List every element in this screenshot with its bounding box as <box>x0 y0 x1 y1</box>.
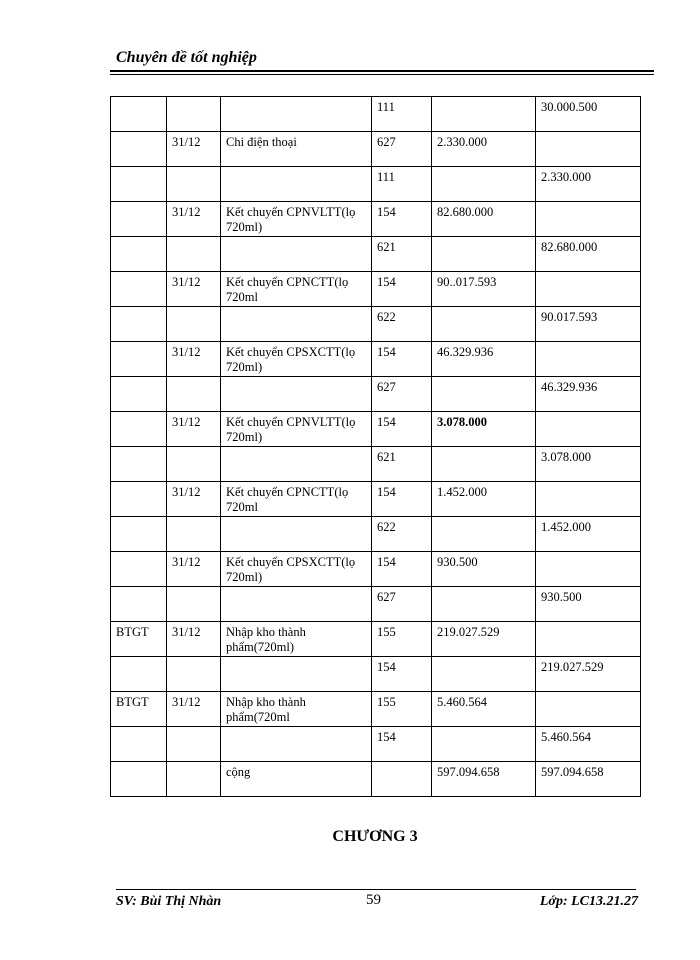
description-cell <box>221 447 372 482</box>
date-cell: 31/12 <box>167 132 221 167</box>
account-cell: 154 <box>372 482 432 517</box>
credit-cell: 82.680.000 <box>536 237 641 272</box>
date-cell <box>167 97 221 132</box>
footer-page-number: 59 <box>366 892 381 908</box>
credit-cell <box>536 552 641 587</box>
credit-cell <box>536 692 641 727</box>
credit-cell <box>536 412 641 447</box>
table-row <box>111 517 641 552</box>
credit-cell <box>536 482 641 517</box>
account-cell: 154 <box>372 727 432 762</box>
date-cell: 31/12 <box>167 342 221 377</box>
debit-cell: 3.078.000 <box>432 412 536 447</box>
debit-cell <box>432 307 536 342</box>
header-rule-thick <box>110 70 654 72</box>
ledger-table <box>110 96 641 797</box>
debit-cell: 597.094.658 <box>432 762 536 797</box>
description-cell <box>221 517 372 552</box>
table-row <box>111 692 641 727</box>
account-cell <box>372 762 432 797</box>
credit-cell: 3.078.000 <box>536 447 641 482</box>
table-row <box>111 202 641 237</box>
description-cell <box>221 727 372 762</box>
voucher-cell <box>111 552 167 587</box>
credit-cell <box>536 622 641 657</box>
chapter-heading: CHƯƠNG 3 <box>332 828 418 845</box>
debit-cell: 82.680.000 <box>432 202 536 237</box>
voucher-cell <box>111 587 167 622</box>
date-cell: 31/12 <box>167 622 221 657</box>
debit-cell <box>432 97 536 132</box>
table-row <box>111 342 641 377</box>
date-cell: 31/12 <box>167 692 221 727</box>
account-cell: 622 <box>372 307 432 342</box>
table-row <box>111 482 641 517</box>
debit-cell: 930.500 <box>432 552 536 587</box>
date-cell <box>167 167 221 202</box>
debit-cell <box>432 167 536 202</box>
table-row <box>111 587 641 622</box>
voucher-cell: BTGT <box>111 692 167 727</box>
account-cell: 155 <box>372 622 432 657</box>
date-cell: 31/12 <box>167 272 221 307</box>
table-row <box>111 132 641 167</box>
date-cell: 31/12 <box>167 202 221 237</box>
debit-cell <box>432 657 536 692</box>
debit-cell <box>432 377 536 412</box>
date-cell: 31/12 <box>167 412 221 447</box>
description-cell <box>221 307 372 342</box>
header-rule-thin <box>110 74 654 75</box>
table-row <box>111 552 641 587</box>
voucher-cell <box>111 377 167 412</box>
table-row <box>111 657 641 692</box>
table-row <box>111 727 641 762</box>
account-cell: 627 <box>372 377 432 412</box>
voucher-cell: BTGT <box>111 622 167 657</box>
description-cell <box>221 167 372 202</box>
voucher-cell <box>111 482 167 517</box>
account-cell: 154 <box>372 552 432 587</box>
table-row <box>111 97 641 132</box>
account-cell: 154 <box>372 272 432 307</box>
credit-cell: 2.330.000 <box>536 167 641 202</box>
description-cell <box>221 97 372 132</box>
description-cell <box>221 657 372 692</box>
voucher-cell <box>111 167 167 202</box>
debit-cell: 1.452.000 <box>432 482 536 517</box>
date-cell <box>167 307 221 342</box>
credit-cell: 219.027.529 <box>536 657 641 692</box>
account-cell: 154 <box>372 342 432 377</box>
table-row <box>111 762 641 797</box>
credit-cell: 930.500 <box>536 587 641 622</box>
table-row <box>111 167 641 202</box>
credit-cell: 5.460.564 <box>536 727 641 762</box>
ledger-table-body <box>111 97 641 797</box>
table-row <box>111 622 641 657</box>
voucher-cell <box>111 132 167 167</box>
debit-cell <box>432 587 536 622</box>
credit-cell: 30.000.500 <box>536 97 641 132</box>
account-cell: 154 <box>372 657 432 692</box>
debit-cell <box>432 727 536 762</box>
footer-rule <box>116 889 636 890</box>
table-row <box>111 307 641 342</box>
voucher-cell <box>111 342 167 377</box>
voucher-cell <box>111 412 167 447</box>
voucher-cell <box>111 97 167 132</box>
document-header-title: Chuyên đề tốt nghiệp <box>116 49 257 66</box>
credit-cell <box>536 132 641 167</box>
description-cell: Chi điện thoại <box>221 132 372 167</box>
account-cell: 621 <box>372 237 432 272</box>
account-cell: 622 <box>372 517 432 552</box>
account-cell: 111 <box>372 167 432 202</box>
debit-cell <box>432 517 536 552</box>
date-cell <box>167 377 221 412</box>
voucher-cell <box>111 447 167 482</box>
debit-cell <box>432 237 536 272</box>
debit-cell: 5.460.564 <box>432 692 536 727</box>
description-cell: cộng <box>221 762 372 797</box>
description-cell: Kết chuyển CPSXCTT(lọ 720ml) <box>221 552 372 587</box>
date-cell: 31/12 <box>167 552 221 587</box>
account-cell: 154 <box>372 412 432 447</box>
date-cell <box>167 237 221 272</box>
table-row <box>111 412 641 447</box>
voucher-cell <box>111 237 167 272</box>
date-cell <box>167 447 221 482</box>
account-cell: 155 <box>372 692 432 727</box>
voucher-cell <box>111 202 167 237</box>
debit-cell: 46.329.936 <box>432 342 536 377</box>
description-cell: Nhập kho thành phẩm(720ml <box>221 692 372 727</box>
voucher-cell <box>111 517 167 552</box>
description-cell: Kết chuyển CPNCTT(lọ 720ml <box>221 482 372 517</box>
voucher-cell <box>111 657 167 692</box>
date-cell <box>167 727 221 762</box>
footer-student-name: SV: Bùi Thị Nhàn <box>116 894 222 909</box>
debit-cell: 90..017.593 <box>432 272 536 307</box>
debit-cell <box>432 447 536 482</box>
account-cell: 627 <box>372 132 432 167</box>
debit-cell: 2.330.000 <box>432 132 536 167</box>
description-cell: Kết chuyển CPNCTT(lọ 720ml <box>221 272 372 307</box>
description-cell <box>221 587 372 622</box>
date-cell <box>167 657 221 692</box>
table-row <box>111 272 641 307</box>
date-cell <box>167 762 221 797</box>
credit-cell: 597.094.658 <box>536 762 641 797</box>
date-cell <box>167 517 221 552</box>
description-cell: Kết chuyển CPNVLTT(lọ 720ml) <box>221 412 372 447</box>
credit-cell: 90.017.593 <box>536 307 641 342</box>
table-row <box>111 377 641 412</box>
date-cell <box>167 587 221 622</box>
voucher-cell <box>111 762 167 797</box>
voucher-cell <box>111 307 167 342</box>
credit-cell <box>536 272 641 307</box>
debit-cell: 219.027.529 <box>432 622 536 657</box>
account-cell: 154 <box>372 202 432 237</box>
footer-class-code: Lớp: LC13.21.27 <box>539 894 638 909</box>
account-cell: 111 <box>372 97 432 132</box>
credit-cell <box>536 202 641 237</box>
credit-cell <box>536 342 641 377</box>
date-cell: 31/12 <box>167 482 221 517</box>
description-cell <box>221 377 372 412</box>
description-cell: Kết chuyển CPSXCTT(lọ 720ml) <box>221 342 372 377</box>
description-cell <box>221 237 372 272</box>
table-row <box>111 237 641 272</box>
account-cell: 627 <box>372 587 432 622</box>
table-row <box>111 447 641 482</box>
credit-cell: 46.329.936 <box>536 377 641 412</box>
voucher-cell <box>111 272 167 307</box>
description-cell: Kết chuyển CPNVLTT(lọ 720ml) <box>221 202 372 237</box>
voucher-cell <box>111 727 167 762</box>
account-cell: 621 <box>372 447 432 482</box>
credit-cell: 1.452.000 <box>536 517 641 552</box>
description-cell: Nhập kho thành phẩm(720ml) <box>221 622 372 657</box>
